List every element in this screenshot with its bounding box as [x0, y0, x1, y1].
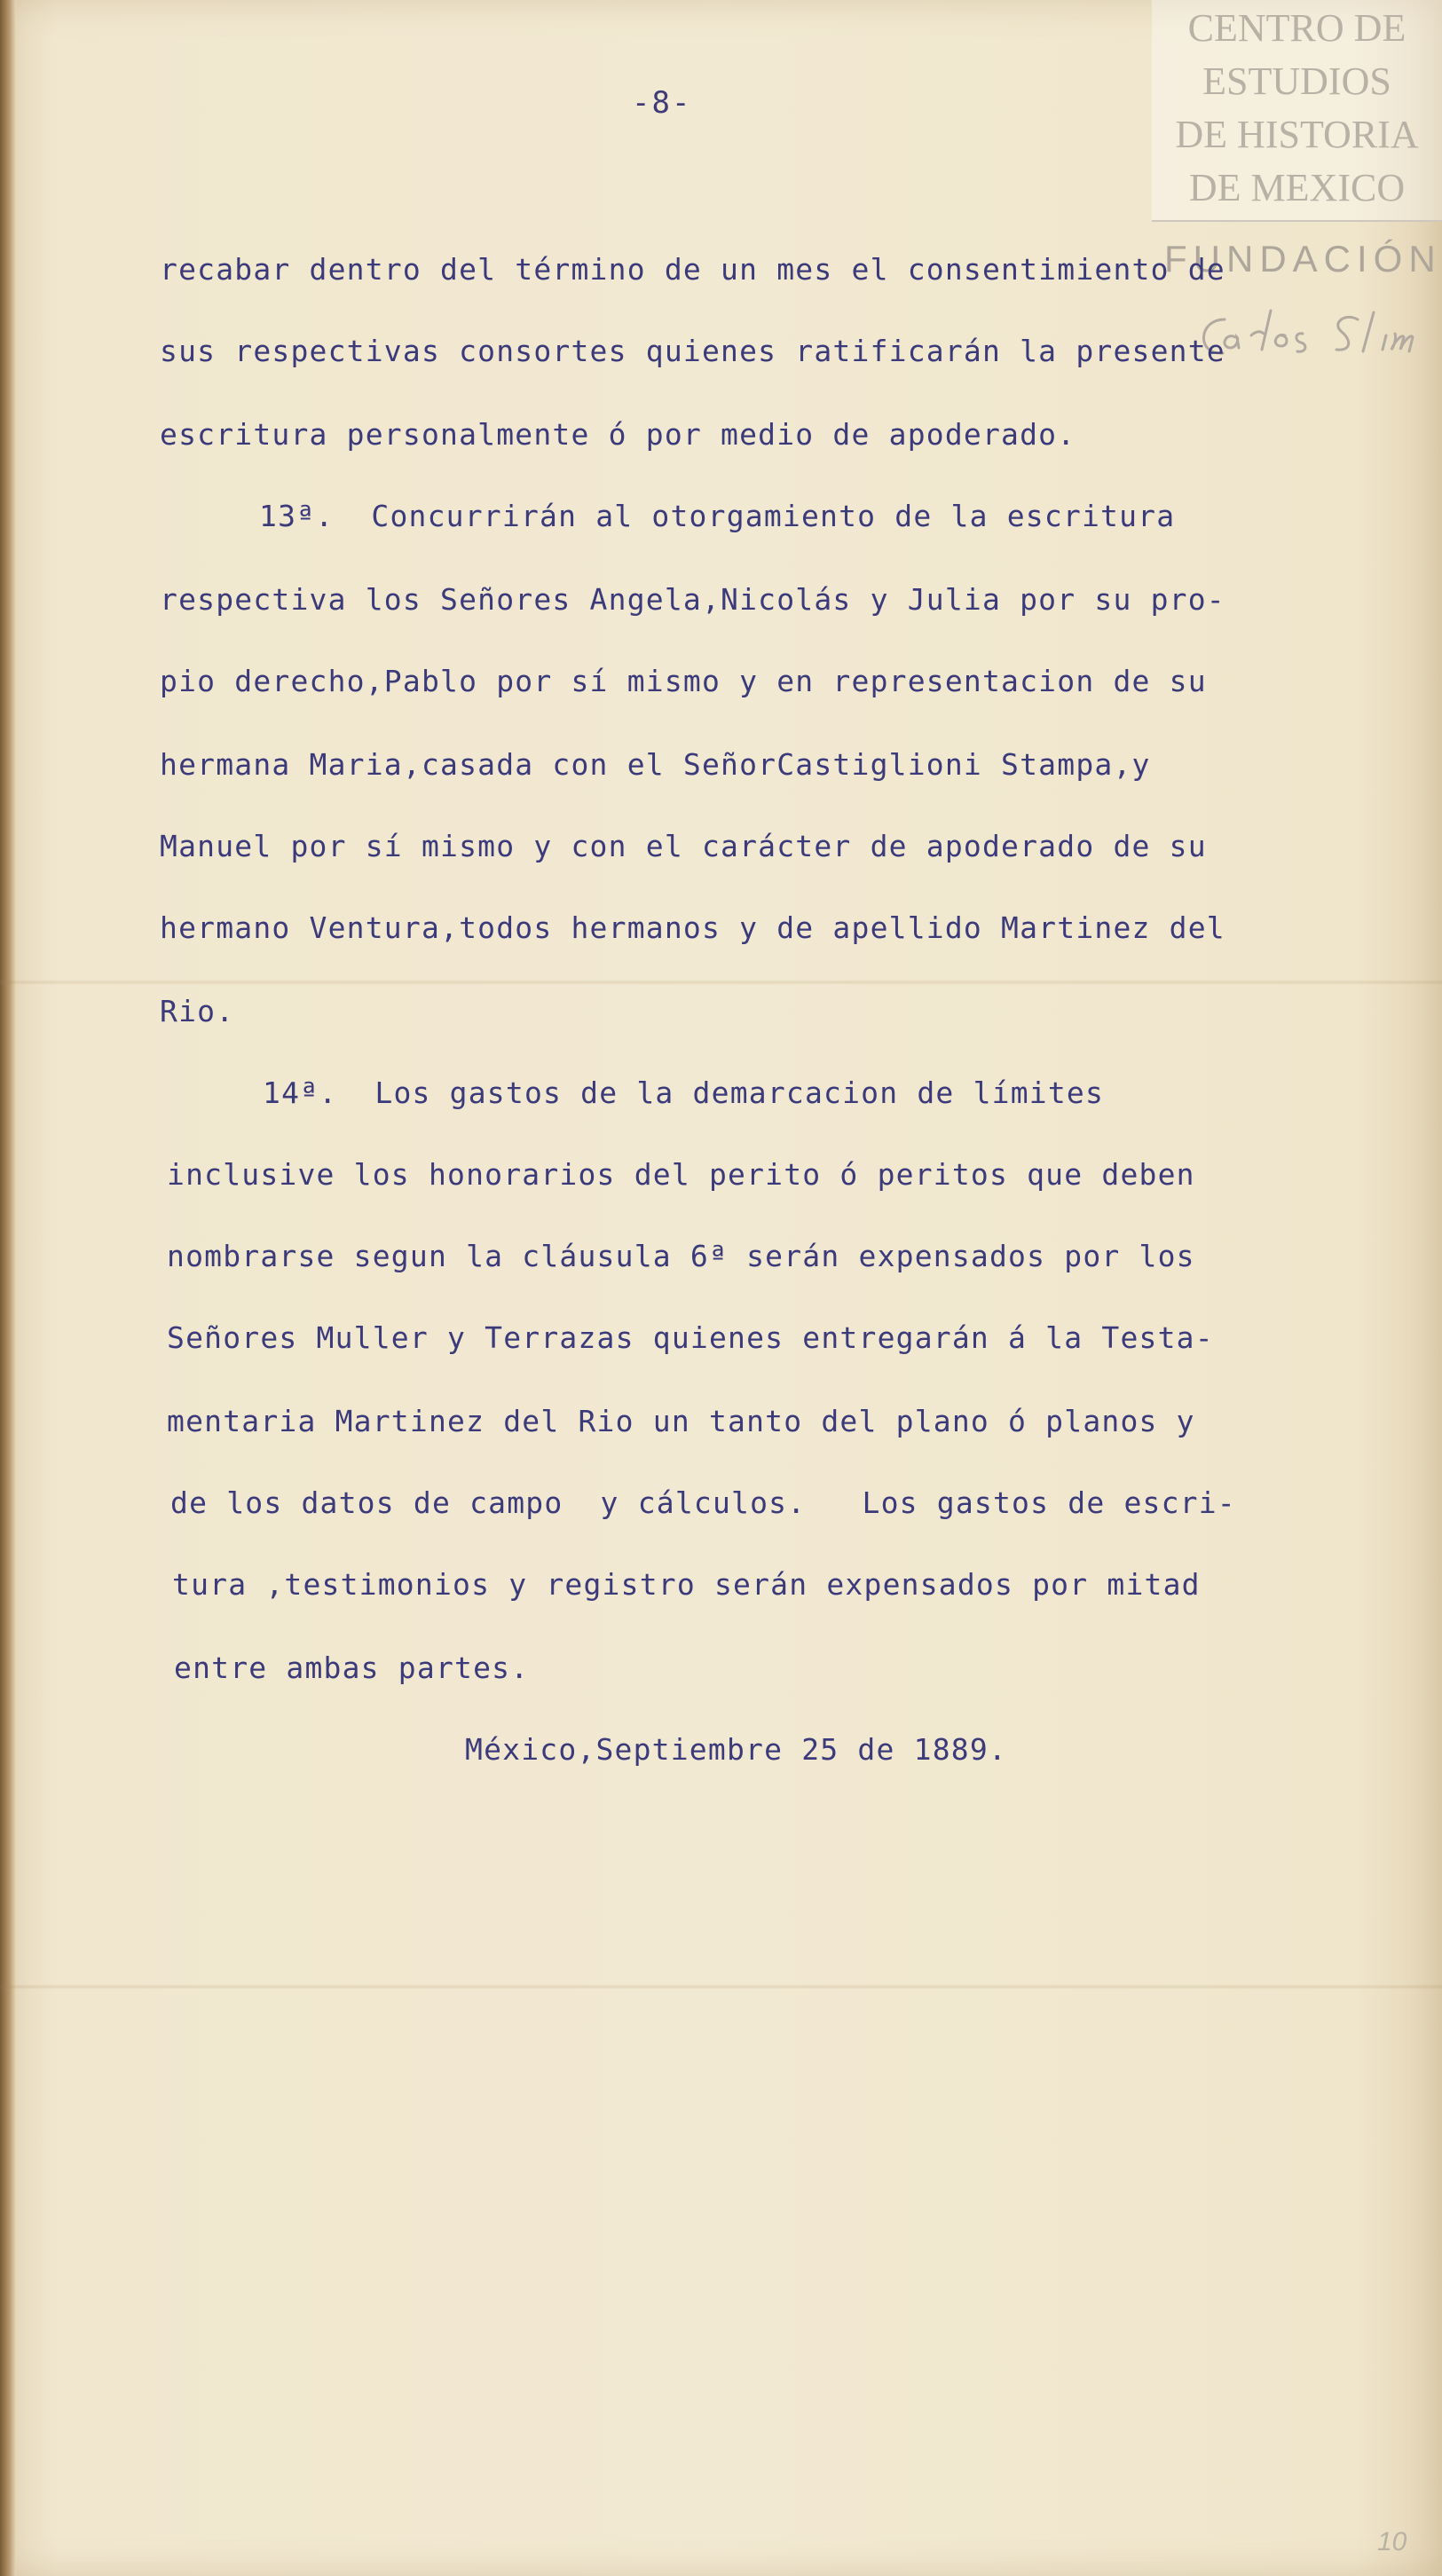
text-line: Rio. — [160, 994, 235, 1028]
text-line: hermana Maria,casada con el SeñorCastiglioni Stampa,y — [160, 747, 1151, 782]
text-line: inclusive los honorarios del perito ó peritos que deben — [167, 1157, 1195, 1192]
text-line: sus respectivas consortes quienes ratificarán la presente — [160, 334, 1225, 368]
text-line: hermano Ventura,todos hermanos y de apellido Martinez del — [160, 910, 1225, 945]
page-number: -8- — [632, 85, 692, 121]
text-line: mentaria Martinez del Rio un tanto del plano ó planos y — [167, 1404, 1195, 1438]
stamp-line: CENTRO DE — [1187, 6, 1407, 50]
carlos-slim-signature — [1189, 293, 1442, 373]
text-line: de los datos de campo y cálculos. Los gastos de escri- — [170, 1485, 1236, 1520]
text-line: Señores Muller y Terrazas quienes entregarán á la Testa- — [167, 1320, 1214, 1355]
text-line: respectiva los Señores Angela,Nicolás y Julia por su pro- — [160, 582, 1225, 617]
archive-page-number: 10 — [1377, 2527, 1407, 2556]
text-line: escritura personalmente ó por medio de apoderado. — [160, 417, 1076, 452]
stamp-line: DE HISTORIA — [1175, 113, 1419, 156]
text-line: nombrarse segun la cláusula 6ª serán expensados por los — [167, 1239, 1195, 1273]
text-line: recabar dentro del término de un mes el consentimiento de — [160, 252, 1225, 287]
text-line: pio derecho,Pablo por sí mismo y en representacion de su — [160, 664, 1207, 698]
paper-fold — [0, 980, 1442, 985]
stamp-line: DE MEXICO — [1188, 166, 1406, 209]
paper-fold — [0, 1984, 1442, 1989]
archive-stamp — [1152, 0, 1442, 222]
text-line: entre ambas partes. — [174, 1650, 530, 1685]
paper-edge — [0, 0, 16, 2576]
date-line: México,Septiembre 25 de 1889. — [465, 1732, 1007, 1767]
stamp-foundation: FUNDACIÓN — [1164, 238, 1442, 280]
stamp-divider — [1152, 220, 1442, 222]
stamp-line: ESTUDIOS — [1202, 59, 1391, 103]
clause-14-heading: 14ª. Los gastos de la demarcacion de límites — [263, 1075, 1105, 1110]
text-line: Manuel por sí mismo y con el carácter de apoderado de su — [160, 829, 1207, 863]
clause-13-heading: 13ª. Concurrirán al otorgamiento de la escritura — [259, 499, 1176, 533]
text-line: tura ,testimonios y registro serán expensados por mitad — [172, 1567, 1201, 1602]
